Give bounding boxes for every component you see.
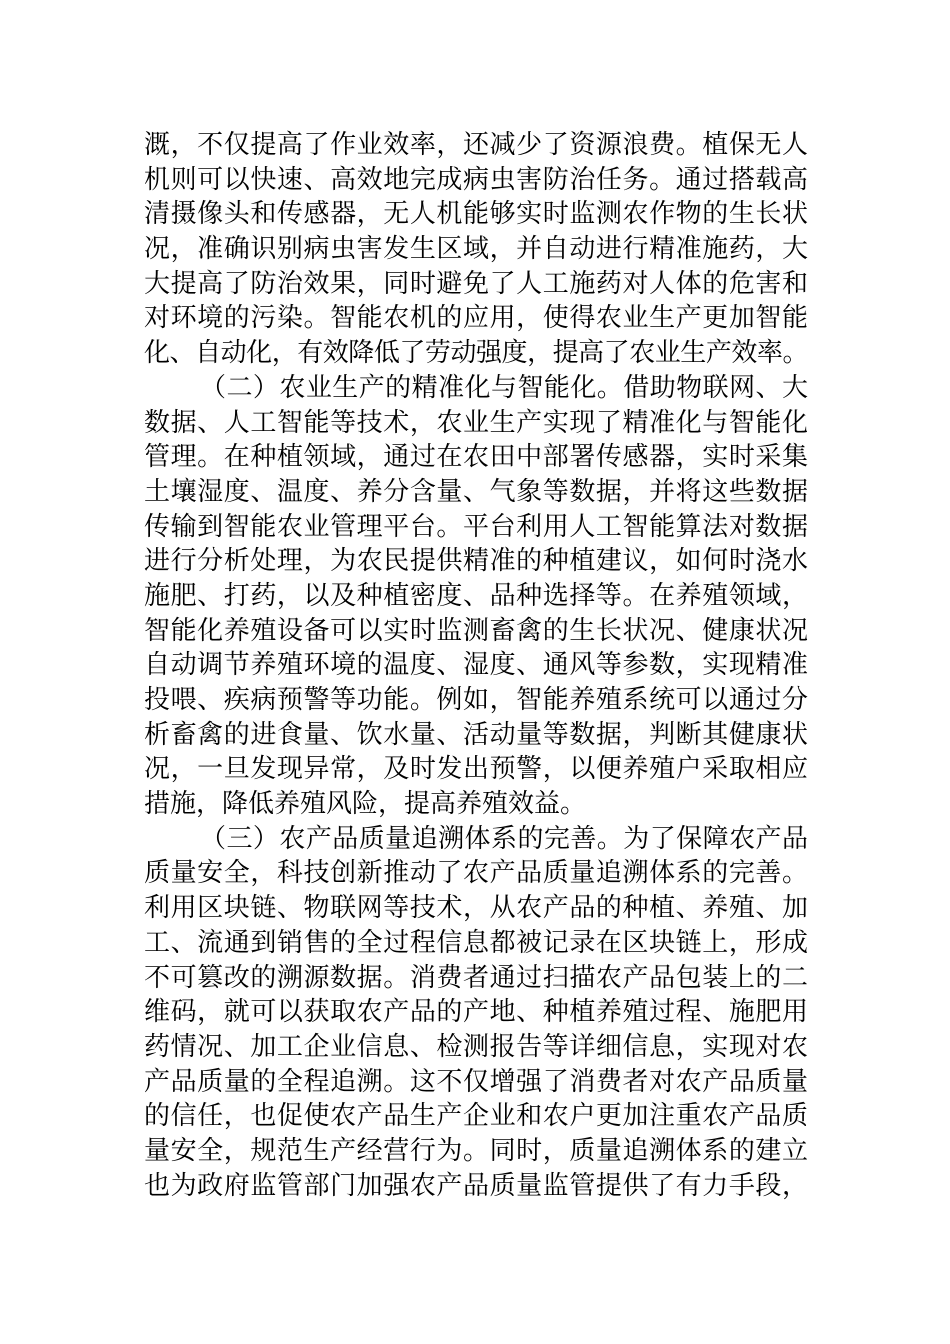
text-line: 投喂、疾病预警等功能。例如，智能养殖系统可以通过分 (144, 685, 808, 715)
text-line: 施肥、打药，以及种植密度、品种选择等。在养殖领域， (144, 580, 808, 611)
text-line: 对环境的污染。智能农机的应用，使得农业生产更加智能 (144, 303, 808, 334)
text-line: 措施，降低养殖风险，提高养殖效益。 (144, 789, 587, 820)
text-line: 自动调节养殖环境的温度、湿度、通风等参数，实现精准 (144, 650, 808, 681)
text-line: 溉，不仅提高了作业效率，还减少了资源浪费。植保无人 (144, 130, 808, 160)
text-line: 进行分析处理，为农民提供精准的种植建议，如何时浇水 (144, 546, 808, 577)
text-line: 大提高了防治效果，同时避免了人工施药对人体的危害和 (144, 268, 808, 299)
text-line: 土壤湿度、温度、养分含量、气象等数据，并将这些数据 (144, 476, 808, 507)
section-heading-line: （二）农业生产的精准化与智能化。借助物联网、大 (200, 372, 808, 403)
text-line: 况，一旦发现异常，及时发出预警，以便养殖户采取相应 (144, 754, 808, 785)
text-line: 管理。在种植领域，通过在农田中部署传感器，实时采集 (144, 442, 808, 473)
text-line: 智能化养殖设备可以实时监测畜禽的生长状况、健康状况 (144, 615, 808, 646)
text-line: 况，准确识别病虫害发生区域，并自动进行精准施药，大 (144, 234, 808, 265)
text-line: 质量安全，科技创新推动了农产品质量追溯体系的完善。 (144, 858, 808, 889)
text-line: 的信任，也促使农产品生产企业和农户更加注重农产品质 (144, 1101, 808, 1132)
text-line: 析畜禽的进食量、饮水量、活动量等数据，判断其健康状 (144, 719, 808, 750)
text-line: 维码，就可以获取农产品的产地、种植养殖过程、施肥用 (144, 997, 808, 1028)
text-line: 数据、人工智能等技术，农业生产实现了精准化与智能化 (144, 407, 808, 438)
text-line: 清摄像头和传感器，无人机能够实时监测农作物的生长状 (144, 199, 808, 230)
text-line: 利用区块链、物联网等技术，从农产品的种植、养殖、加 (144, 893, 808, 924)
text-line: 化、自动化，有效降低了劳动强度，提高了农业生产效率。 (144, 338, 808, 369)
body-text (144, 128, 808, 1203)
text-line: 也为政府监管部门加强农产品质量监管提供了有力手段， (144, 1170, 808, 1201)
text-line: 机则可以快速、高效地完成病虫害防治任务。通过搭载高 (144, 164, 808, 195)
text-line: 工、流通到销售的全过程信息都被记录在区块链上，形成 (144, 927, 808, 958)
text-line: 不可篡改的溯源数据。消费者通过扫描农产品包装上的二 (144, 962, 808, 993)
text-line: 传输到智能农业管理平台。平台利用人工智能算法对数据 (144, 511, 808, 542)
section-heading-line: （三）农产品质量追溯体系的完善。为了保障农产品 (200, 823, 808, 854)
text-line: 药情况、加工企业信息、检测报告等详细信息，实现对农 (144, 1031, 808, 1062)
text-line: 产品质量的全程追溯。这不仅增强了消费者对农产品质量 (144, 1066, 808, 1097)
text-line: 量安全，规范生产经营行为。同时，质量追溯体系的建立 (144, 1135, 808, 1166)
